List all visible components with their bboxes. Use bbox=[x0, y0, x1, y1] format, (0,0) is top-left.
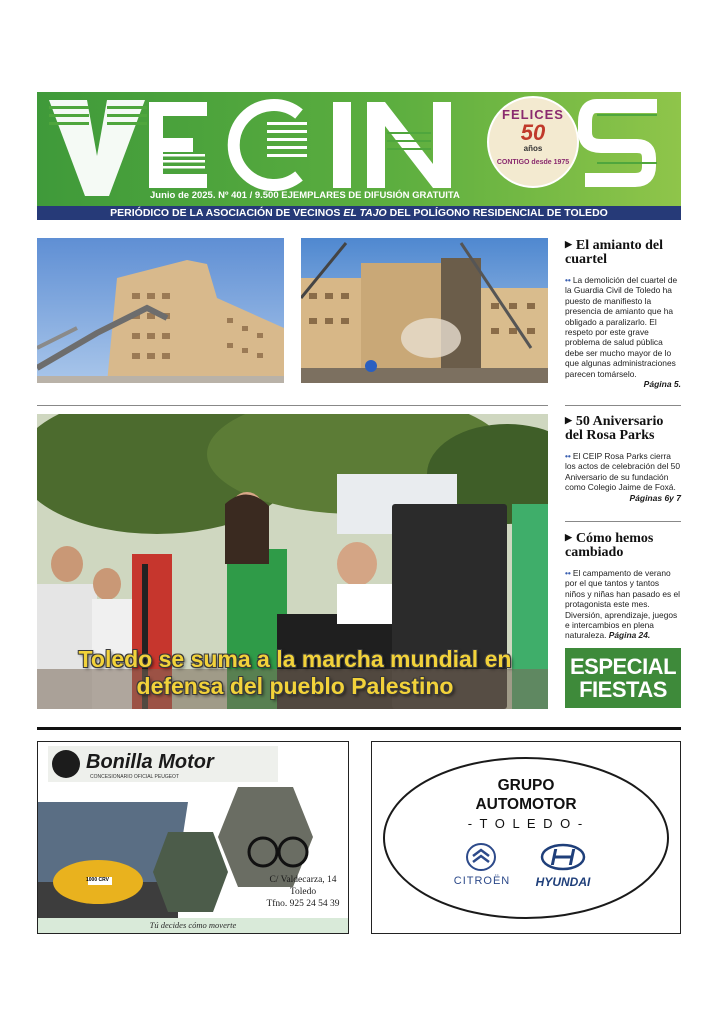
especial-fiestas-box[interactable] bbox=[565, 648, 681, 708]
headline-line-1: Toledo se suma a la marcha mundial en bbox=[78, 646, 512, 672]
badge-number: 50 bbox=[520, 120, 546, 145]
hyundai-label: HYUNDAI bbox=[535, 875, 591, 889]
sidebar-story-amianto bbox=[565, 237, 681, 389]
badge-top-text: FELICES bbox=[502, 107, 564, 122]
bullet-icon: •• bbox=[565, 275, 571, 285]
badge-bottom-text: CONTIGO desde 1975 bbox=[496, 159, 570, 166]
photo-demolition-right bbox=[301, 238, 548, 383]
story-body bbox=[565, 568, 681, 641]
triangle-icon: ▶ bbox=[565, 415, 572, 425]
sidebar-story-campamento bbox=[565, 530, 681, 641]
divider bbox=[37, 405, 548, 406]
story-headline[interactable] bbox=[565, 413, 681, 443]
address-line-2: Toledo bbox=[289, 887, 317, 897]
story-headline-text: 50 Aniversario del Rosa Parks bbox=[565, 414, 664, 443]
anniversary-badge bbox=[488, 97, 578, 187]
badge-sub: años bbox=[523, 144, 543, 153]
divider bbox=[565, 521, 681, 522]
story-page-ref[interactable]: Página 24. bbox=[608, 630, 651, 641]
ad-grupo-automotor[interactable] bbox=[371, 741, 681, 934]
story-headline-text: El amianto del cuartel bbox=[565, 238, 664, 267]
ad-bonilla-motor[interactable] bbox=[37, 741, 349, 934]
section-divider bbox=[37, 727, 681, 730]
bullet-icon: •• bbox=[565, 568, 571, 578]
story-body bbox=[565, 451, 681, 493]
bullet-icon: •• bbox=[565, 451, 571, 461]
story-headline-text: Cómo hemos cambiado bbox=[565, 531, 654, 560]
bonilla-brand: Bonilla Motor bbox=[86, 751, 214, 773]
subtitle-part-c: DEL POLÍGONO RESIDENCIAL DE TOLEDO bbox=[386, 207, 608, 219]
bonilla-plate: 1000 CRV bbox=[86, 877, 109, 883]
divider bbox=[565, 405, 681, 406]
story-page-ref[interactable]: Páginas 6y 7 bbox=[629, 492, 681, 503]
bonilla-slogan: Tú decides cómo moverte bbox=[149, 920, 237, 930]
masthead-logo bbox=[37, 92, 681, 206]
triangle-icon: ▶ bbox=[565, 239, 572, 249]
story-page-ref[interactable]: Página 5. bbox=[643, 379, 681, 390]
story-body-text: La demolición del cuartel de la Guardia Civil de Toledo ha puesto de manifiesto la presencia de amianto que ha obligado a paralizarlo. El respeto por este grave problema de salud pública debe ser mucho mayor de lo que algunas administraciones parecen tomárselo. bbox=[565, 275, 678, 379]
story-headline[interactable] bbox=[565, 530, 681, 560]
grupo-line-1: GRUPO bbox=[497, 777, 555, 794]
bonilla-tagline: CONCESIONARIO OFICIAL PEUGEOT bbox=[90, 774, 179, 780]
especial-line-2: FIESTAS bbox=[579, 677, 667, 702]
subtitle-bar bbox=[37, 206, 681, 220]
hyundai-logo-icon bbox=[540, 843, 586, 871]
sidebar-story-rosa-parks bbox=[565, 413, 681, 503]
story-body bbox=[565, 275, 681, 379]
phone: Tfno. 925 24 54 39 bbox=[266, 899, 340, 909]
issue-line: Junio de 2025. Nº 401 / 9.500 EJEMPLARES DE DIFUSIÓN GRATUITA bbox=[150, 190, 460, 201]
especial-line-1: ESPECIAL bbox=[569, 654, 677, 679]
grupo-line-3: - T O L E D O - bbox=[467, 816, 585, 831]
citroen-label: CITROËN bbox=[453, 875, 511, 887]
triangle-icon: ▶ bbox=[565, 532, 572, 542]
bonilla-address bbox=[263, 874, 343, 910]
subtitle-part-b: EL TAJO bbox=[343, 207, 387, 219]
address-line-1: C/ Valdecarza, 14 bbox=[269, 875, 337, 885]
photo-demolition-left bbox=[37, 238, 284, 383]
story-body-text: El campamento de verano por el que tantos y tantos niños y niñas han pasado es el protagonista este mes. Diversión, aprendizaje, juegos e intercambios en plena naturaleza. bbox=[565, 568, 681, 641]
story-body-text: El CEIP Rosa Parks cierra los actos de celebración del 50 Aniversario de su fundación como Colegio Jaime de Foxá. bbox=[565, 451, 680, 493]
subtitle-part-a: PERIÓDICO DE LA ASOCIACIÓN DE VECINOS bbox=[110, 207, 344, 219]
masthead bbox=[37, 92, 681, 206]
ad-grupo-oval bbox=[372, 742, 680, 933]
main-headline[interactable] bbox=[40, 646, 550, 700]
citroen-logo-icon bbox=[465, 842, 497, 872]
grupo-title bbox=[372, 776, 680, 833]
story-headline[interactable] bbox=[565, 237, 681, 267]
headline-line-2: defensa del pueblo Palestino bbox=[136, 673, 454, 699]
grupo-line-2: AUTOMOTOR bbox=[475, 796, 577, 813]
